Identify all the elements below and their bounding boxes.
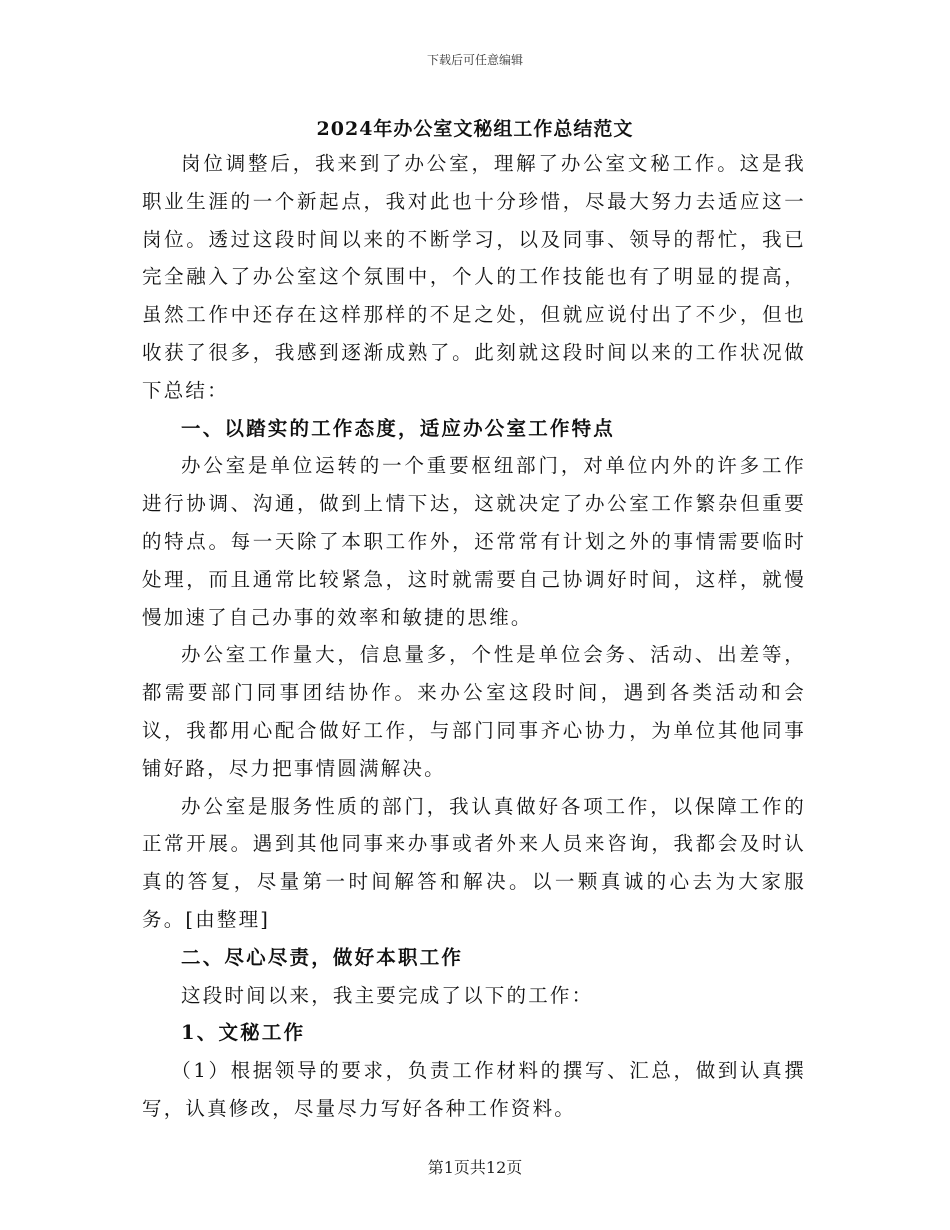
subsection-heading-secretarial: 1、文秘工作 (181, 1021, 306, 1045)
document-title: 2024年办公室文秘组工作总结范文 (316, 118, 634, 140)
paragraph-teamwork: 办公室工作量大，信息量多，个性是单位会务、活动、出差等，都需要部门同事团结协作。来办公室这段时间，遇到各类活动和会议，我都用心配合做好工作，与部门同事齐心协力，为单位其他同事铺好路，尽力把事情圆满解决。 (142, 643, 806, 780)
paragraph-service: 办公室是服务性质的部门，我认真做好各项工作，以保障工作的正常开展。遇到其他同事来办事或者外来人员来咨询，我都会及时认真的答复，尽量第一时间解答和解决。以一颗真诚的心去为大家服务。[由整理] (142, 794, 806, 931)
paragraph-office-hub: 办公室是单位运转的一个重要枢纽部门，对单位内外的许多工作进行协调、沟通，做到上情下达，这就决定了办公室工作繁杂但重要的特点。每一天除了本职工作外，还常常有计划之外的事情需要临时处理，而且通常比较紧急，这时就需要自己协调好时间，这样，就慢慢加速了自己办事的效率和敏捷的思维。 (142, 454, 806, 629)
document-body (142, 145, 806, 1128)
section-heading-1: 一、以踏实的工作态度，适应办公室工作特点 (181, 416, 616, 440)
page-number: 第1页共12页 (427, 1158, 523, 1177)
page-header-note: 下载后可任意编辑 (426, 53, 523, 67)
paragraph-work-intro: 这段时间以来，我主要完成了以下的工作： (181, 983, 594, 1007)
paragraph-intro: 岗位调整后，我来到了办公室，理解了办公室文秘工作。这是我职业生涯的一个新起点，我对此也十分珍惜，尽最大努力去适应这一岗位。透过这段时间以来的不断学习，以及同事、领导的帮忙，我已完全融入了办公室这个氛围中，个人的工作技能也有了明显的提高，虽然工作中还存在这样那样的不足之处，但就应说付出了不少，但也收获了很多，我感到逐渐成熟了。此刻就这段时间以来的工作状况做下总结： (142, 152, 806, 402)
paragraph-item-1: （1）根据领导的要求，负责工作材料的撰写、汇总，做到认真撰写，认真修改，尽量尽力写好各种工作资料。 (142, 1059, 806, 1120)
section-heading-2: 二、尽心尽责，做好本职工作 (181, 945, 464, 969)
